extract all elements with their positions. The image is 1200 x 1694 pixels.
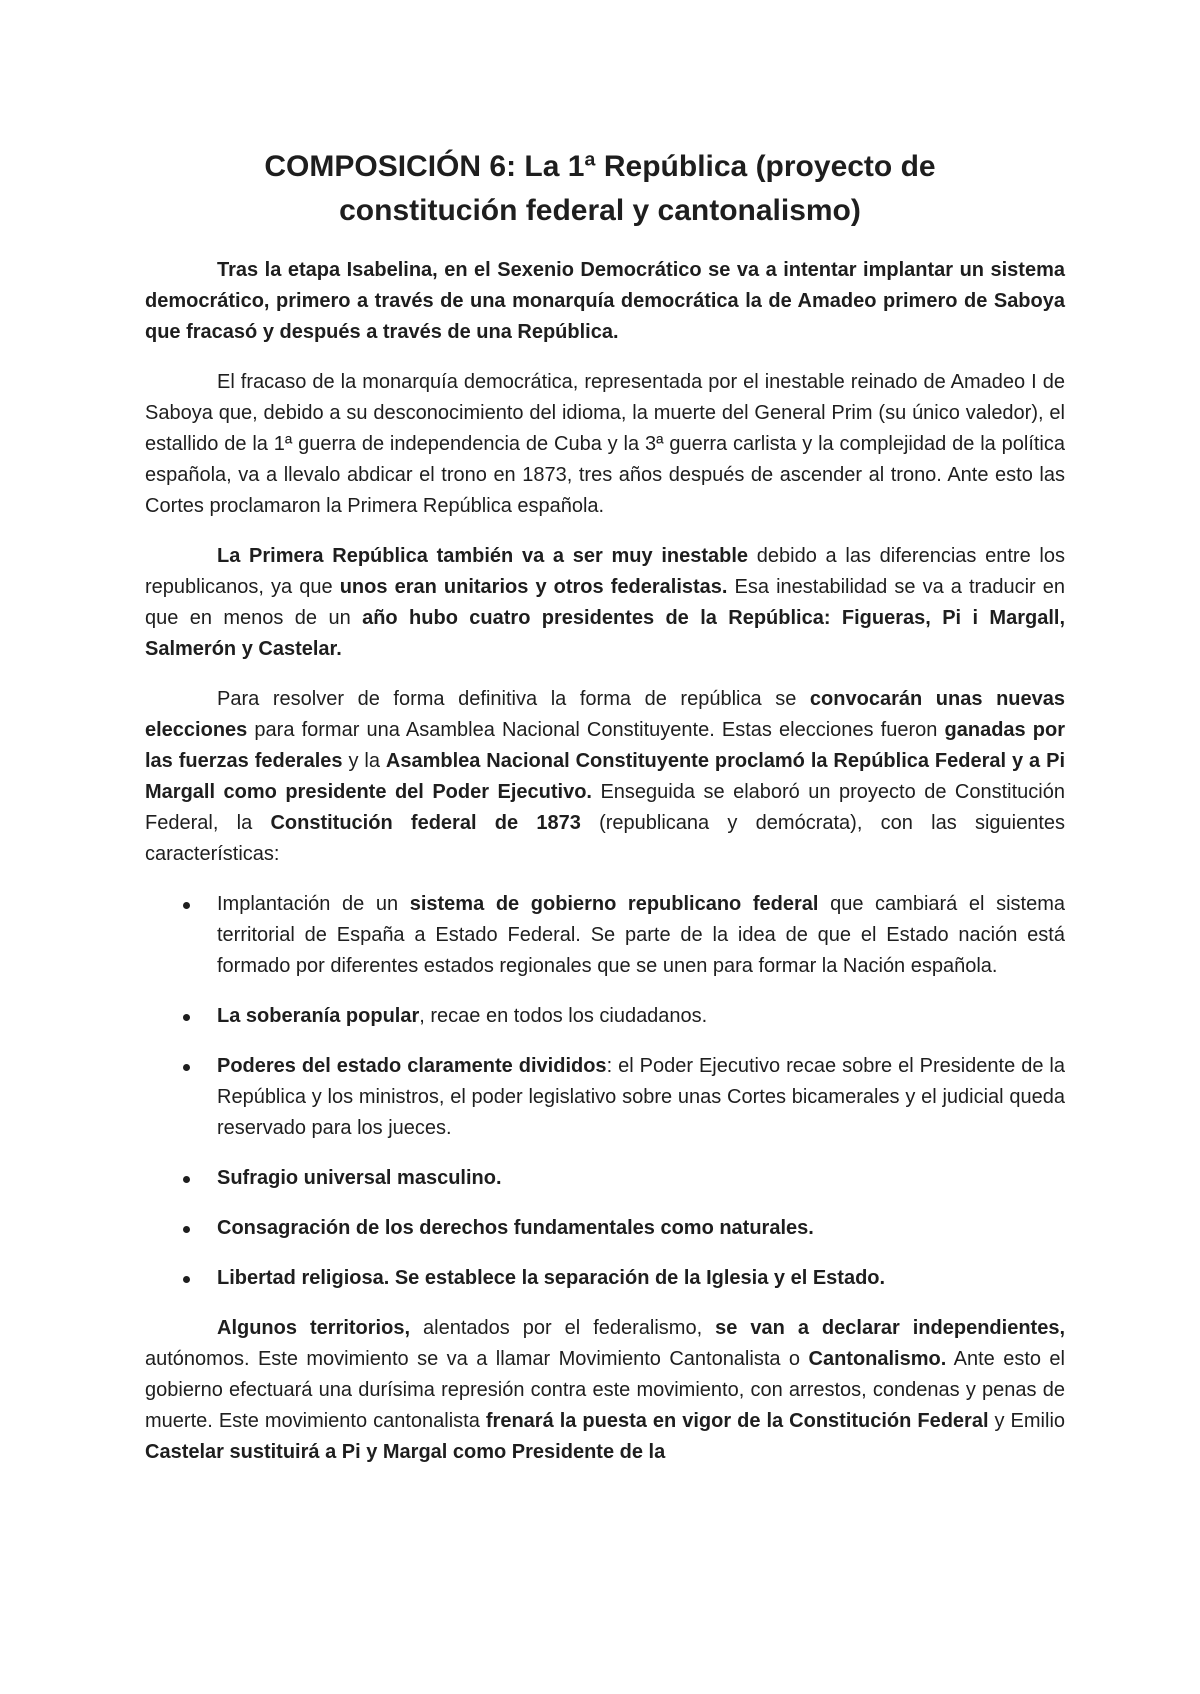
- closing-paragraph-wrap: [145, 1313, 1065, 1468]
- text-run: que cambiará el sistema territorial de España a Estado Federal. Se parte de la idea de que el Estado nación está formado por diferentes estados regionales que se unen para formar la Nación española.: [217, 893, 1065, 977]
- body-paragraph: [145, 684, 1065, 870]
- text-run: Esa inestabilidad se va a traducir en que en menos de un: [145, 576, 1066, 629]
- text-run: y la: [342, 750, 386, 772]
- bold-text-run: Tras la etapa Isabelina, en el Sexenio Democrático se va a intentar implantar un sistema democrático, primero a través de una monarquía democrática la de Amadeo primero de Saboya que fracasó y después a través de una República.: [145, 259, 1065, 343]
- bold-text-run: Castelar sustituirá a Pi y Margal como Presidente de la: [145, 1441, 666, 1463]
- text-run: debido a las diferencias entre los republicanos, ya que: [145, 545, 1065, 598]
- document-body: [145, 255, 1065, 1487]
- page-title: [145, 145, 1055, 233]
- text-run: : el Poder Ejecutivo recae sobre el Presidente de la República y los ministros, el poder legislativo sobre unas Cortes bicamerales y el judicial queda reservado para los jueces.: [217, 1055, 1065, 1139]
- bold-text-run: sistema de gobierno republicano federal: [409, 893, 819, 915]
- bold-text-run: Algunos territorios,: [217, 1317, 411, 1339]
- bold-text-run: Poderes del estado claramente divididos: [217, 1055, 607, 1077]
- text-run: , recae en todos los ciudadanos.: [419, 1005, 708, 1027]
- intro-paragraphs: [145, 255, 1065, 870]
- bold-text-run: unos eran unitarios y otros federalistas.: [339, 576, 728, 598]
- bold-text-run: Constitución federal de 1873: [270, 812, 581, 834]
- text-run: (republicana y demócrata), con las siguientes características:: [145, 812, 1065, 865]
- list-item: [145, 1163, 1065, 1194]
- text-run: y Emilio: [988, 1410, 1066, 1432]
- characteristics-list: [145, 889, 1065, 1294]
- text-run: para formar una Asamblea Nacional Constituyente. Estas elecciones fueron: [247, 719, 945, 741]
- list-item: [145, 1051, 1065, 1144]
- bullet-icon: [183, 1276, 190, 1283]
- bullet-icon: [183, 1176, 190, 1183]
- title-line-2: constitución federal y cantonalismo): [339, 194, 861, 227]
- bullet-icon: [183, 1014, 190, 1021]
- body-paragraph: [145, 541, 1065, 665]
- bullet-icon: [183, 1064, 190, 1071]
- text-run: autónomos. Este movimiento se va a llamar Movimiento Cantonalista o: [145, 1348, 809, 1370]
- bold-text-run: La soberanía popular: [217, 1005, 420, 1027]
- list-item: [145, 1213, 1065, 1244]
- text-run: El fracaso de la monarquía democrática, representada por el inestable reinado de Amadeo I de Saboya que, debido a su desconocimiento del idioma, la muerte del General Prim (su único valedor), el estallido de la 1ª guerra de independencia de Cuba y la 3ª guerra carlista y la complejidad de la política española, va a llevalo abdicar el trono en 1873, tres años después de ascender al trono. Ante esto las Cortes proclamaron la Primera República española.: [145, 371, 1065, 517]
- bullet-icon: [183, 902, 190, 909]
- body-paragraph: [145, 367, 1065, 522]
- list-item: [145, 1263, 1065, 1294]
- bold-text-run: Sufragio universal masculino.: [217, 1167, 502, 1189]
- text-run: Enseguida se elaboró un proyecto de Constitución Federal, la: [145, 781, 1065, 834]
- bold-text-run: año hubo cuatro presidentes de la República: Figueras, Pi i Margall, Salmerón y Castelar.: [145, 607, 1065, 660]
- text-run: Para resolver de forma definitiva la forma de república se: [217, 688, 810, 710]
- list-item: [145, 889, 1065, 982]
- bold-text-run: se van a declarar independientes,: [715, 1317, 1065, 1339]
- bold-text-run: Asamblea Nacional Constituyente proclamó la República Federal y a Pi Margall como presidente del Poder Ejecutivo.: [145, 750, 1065, 803]
- list-item: [145, 1001, 1065, 1032]
- bold-text-run: frenará la puesta en vigor de la Constitución Federal: [485, 1410, 989, 1432]
- bold-text-run: convocarán unas nuevas elecciones: [145, 688, 1065, 741]
- text-run: Ante esto el gobierno efectuará una durísima represión contra este movimiento, con arrestos, condenas y penas de muerte. Este movimiento cantonalista: [145, 1348, 1065, 1432]
- bold-text-run: ganadas por las fuerzas federales: [145, 719, 1066, 772]
- bold-text-run: La Primera República también va a ser muy inestable: [217, 545, 749, 567]
- bullet-icon: [183, 1226, 190, 1233]
- bold-text-run: Libertad religiosa. Se establece la separación de la Iglesia y el Estado.: [217, 1267, 886, 1289]
- bold-text-run: Cantonalismo.: [808, 1348, 947, 1370]
- body-paragraph: [145, 255, 1065, 348]
- title-line-1: COMPOSICIÓN 6: La 1ª República (proyecto de: [264, 150, 936, 183]
- bold-text-run: Consagración de los derechos fundamentales como naturales.: [217, 1217, 814, 1239]
- text-run: Implantación de un: [217, 893, 410, 915]
- closing-paragraph: [145, 1313, 1065, 1468]
- text-run: alentados por el federalismo,: [410, 1317, 716, 1339]
